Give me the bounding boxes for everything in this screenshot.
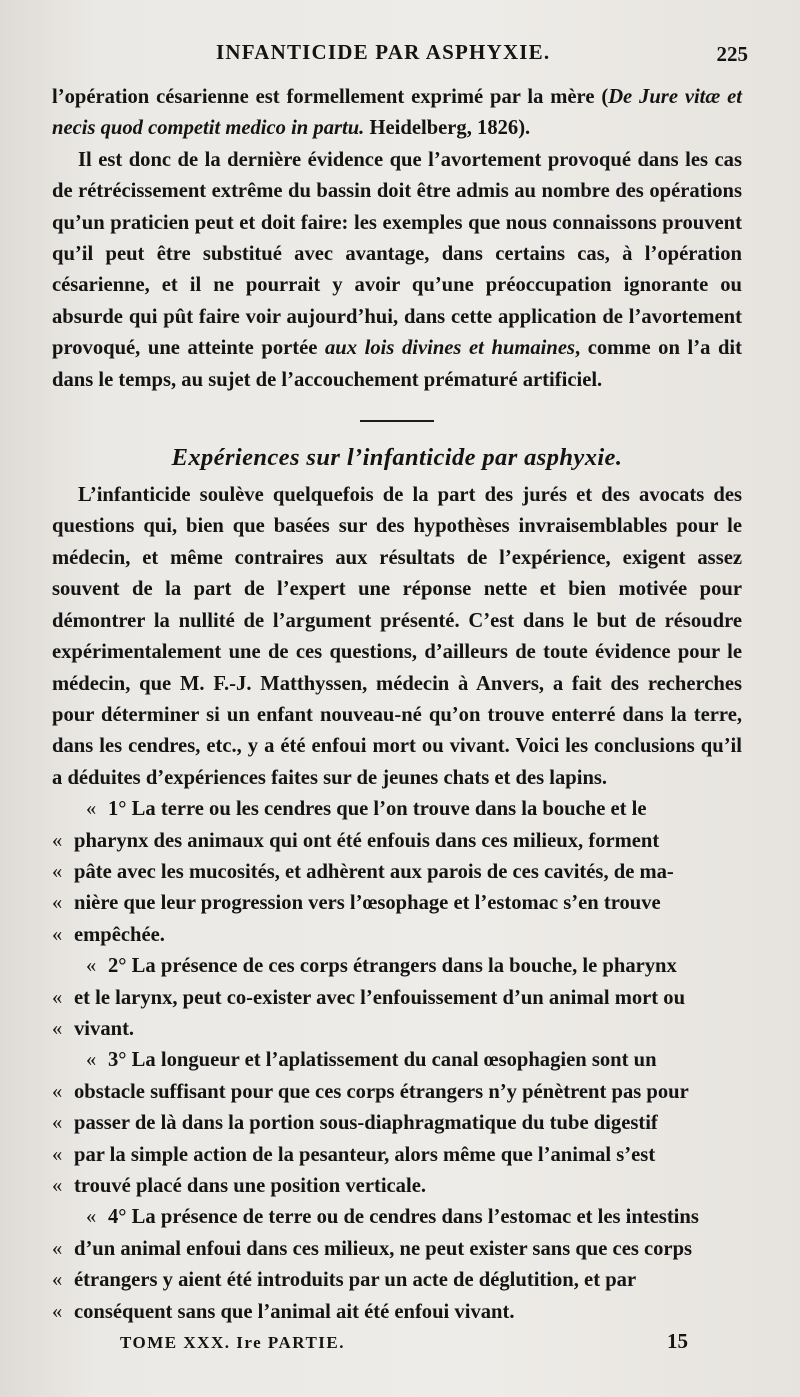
page-number: 225: [716, 42, 748, 66]
paragraph-intro: L’infanticide soulève quelquefois de la part des jurés et des avocats des questions qui, bien que basées sur des hypothèses invraisemblables pour le médecin, et même contraires aux résultats de l’expérience, exigent assez souvent de la part de l’expert une réponse nette et bien motivée pour démontrer la nullité de l’argument présenté. C’est dans le but de résoudre expérimentalement une de ces questions, d’ailleurs de toute évidence pour le médecin, que M. F.-J. Matthyssen, médecin à Anvers, a fait des recherches pour déterminer si un enfant nouveau-né qu’on trouve enterré dans la terre, dans les cendres, etc., y a été enfoui mort ou vivant. Voici les conclusions qu’il a déduites d’expériences faites sur de jeunes chats et des lapins.: [52, 484, 742, 789]
conclusion-4-line: « conséquent sans que l’animal ait été enfoui vivant.: [52, 1300, 515, 1323]
paragraph-conclusion: Il est donc de la dernière évidence que l’avortement provoqué dans les cas de rétrécissement extrême du bassin doit être admis au nombre des opérations qu’un praticien peut et doit faire: les exemples que nous connaissons prouvent qu’il peut être substitué avec avantage, dans certains cas, à l’opération césarienne, et il ne pourrait y avoir qu’une préoccupation ignorante ou absurde qui pût faire voir aujourd’hui, dans cette application de l’avortement provoqué, une atteinte portée aux lois divines et humaines, comme on l’a dit dans le temps, au sujet de l’accouchement prématuré artificiel.: [52, 148, 742, 391]
conclusion-4-line: « d’un animal enfoui dans ces milieux, ne peut exister sans que ces corps: [52, 1237, 693, 1260]
paragraph-continuation: l’opération césarienne est formellement exprimé par la mère (De Jure vitæ et necis quod competit medico in partu. Heidelberg, 1826).: [52, 86, 742, 140]
conclusion-1-line: « pharynx des animaux qui ont été enfouis dans ces milieux, forment: [52, 829, 660, 852]
conclusion-1-line: « empêchée.: [52, 923, 165, 946]
conclusion-1-line: « pâte avec les mucosités, et adhèrent aux parois de ces cavités, de ma-: [52, 860, 674, 883]
section-title: Expériences sur l’infanticide par asphyxie.: [171, 444, 623, 472]
page-footer: [120, 1329, 688, 1363]
page-body: [52, 82, 742, 1328]
page-header: [52, 40, 748, 74]
conclusion-2-line: « vivant.: [52, 1017, 135, 1040]
conclusion-2-line: « 2° La présence de ces corps étrangers dans la bouche, le pharynx: [86, 955, 677, 978]
italic-phrase: aux lois divines et humaines: [325, 337, 575, 360]
latin-title: De Jure vitæ et necis quod competit medico in partu.: [52, 86, 742, 140]
conclusion-1-line: « 1° La terre ou les cendres que l’on trouve dans la bouche et le: [86, 798, 647, 821]
conclusion-4-line: « 4° La présence de terre ou de cendres dans l’estomac et les intestins: [86, 1206, 699, 1229]
conclusion-4-line: « étrangers y aient été introduits par un acte de déglutition, et par: [52, 1269, 637, 1292]
conclusion-1-line: « nière que leur progression vers l’œsophage et l’estomac s’en trouve: [52, 892, 661, 915]
conclusion-3-line: « passer de là dans la portion sous-diaphragmatique du tube digestif: [52, 1112, 658, 1135]
running-title: INFANTICIDE PAR ASPHYXIE.: [216, 40, 551, 64]
conclusion-3-line: « 3° La longueur et l’aplatissement du canal œsophagien sont un: [86, 1049, 657, 1072]
sheet-number: 15: [667, 1329, 688, 1353]
conclusion-3-line: « trouvé placé dans une position verticale.: [52, 1175, 426, 1197]
section-divider: [360, 420, 434, 422]
volume-signature: TOME XXX. Ire PARTIE.: [120, 1333, 345, 1352]
conclusions-quote: [52, 794, 742, 1328]
conclusion-2-line: « et le larynx, peut co-exister avec l’enfouissement d’un animal mort ou: [52, 986, 686, 1009]
conclusion-3-line: « obstacle suffisant pour que ces corps étrangers n’y pénètrent pas pour: [52, 1080, 689, 1103]
conclusion-3-line: « par la simple action de la pesanteur, alors même que l’animal s’est: [52, 1143, 656, 1166]
